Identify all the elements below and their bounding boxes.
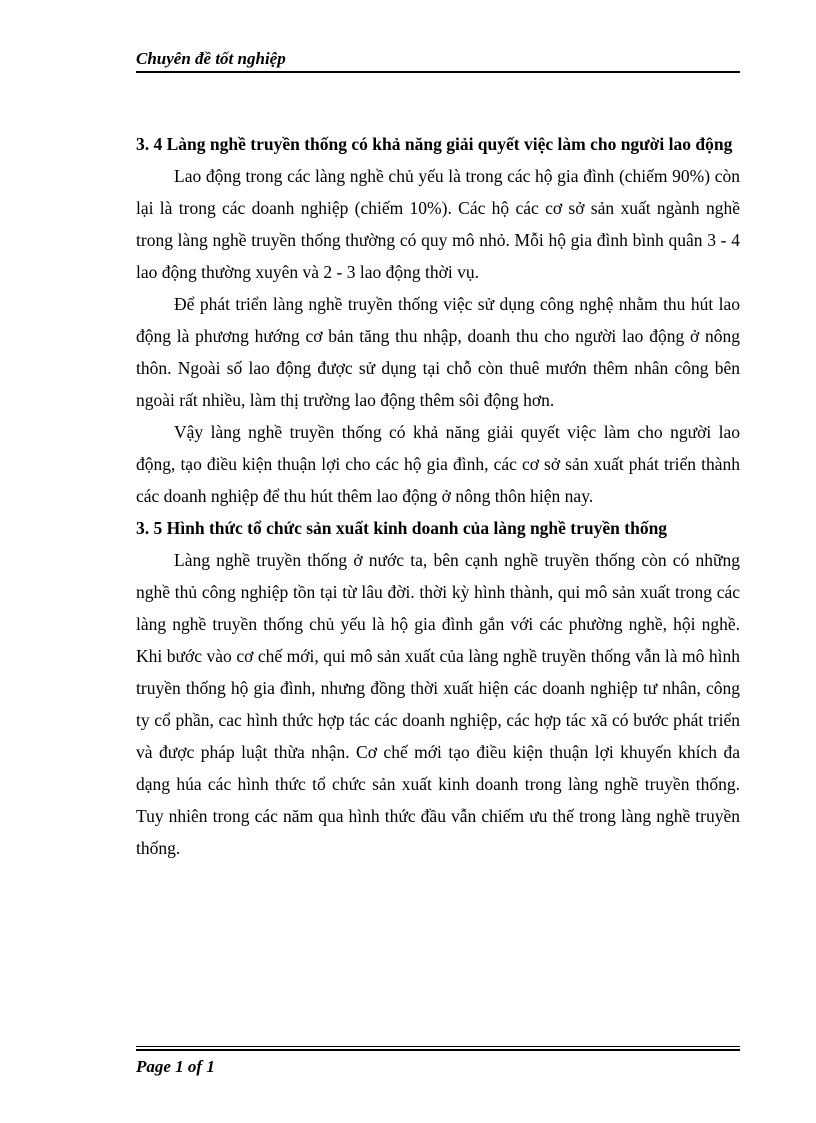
page-number: Page 1 of 1 [136, 1057, 215, 1076]
page-footer [136, 1046, 740, 1079]
paragraph: Vậy làng nghề truyền thống có khả năng giải quyết việc làm cho người lao động, tạo điều kiện thuận lợi cho các hộ gia đình, các cơ sở sản xuất phát triển thành các doanh nghiệp để thu hút thêm lao động ở nông thôn hiện nay. [136, 422, 740, 506]
document-body [136, 128, 740, 864]
header-title: Chuyên đề tốt nghiệp [136, 49, 286, 68]
footer-divider-thick [136, 1049, 740, 1051]
paragraph: Để phát triển làng nghề truyền thống việc sử dụng công nghệ nhằm thu hút lao động là phương hướng cơ bản tăng thu nhập, doanh thu cho người lao động ở nông thôn. Ngoài số lao động được sử dụng tại chỗ còn thuê mướn thêm nhân công bên ngoài rất nhiều, làm thị trường lao động thêm sôi động hơn. [136, 294, 740, 410]
section-heading-3-5: 3. 5 Hình thức tổ chức sản xuất kinh doanh của làng nghề truyền thống [136, 518, 668, 538]
paragraph: Lao động trong các làng nghề chủ yếu là trong các hộ gia đình (chiếm 90%) còn lại là trong các doanh nghiệp (chiếm 10%). Các hộ các cơ sở sản xuất ngành nghề trong làng nghề truyền thống thường có quy mô nhỏ. Mỗi hộ gia đình bình quân 3 - 4 lao động thường xuyên và 2 - 3 lao động thời vụ. [136, 166, 740, 282]
section-heading-3-4: 3. 4 Làng nghề truyền thống có khả năng giải quyết việc làm cho người lao động [136, 134, 733, 154]
paragraph: Làng nghề truyền thống ở nước ta, bên cạnh nghề truyền thống còn có những nghề thủ công nghiệp tồn tại từ lâu đời. thời kỳ hình thành, qui mô sản xuất trong các làng nghề truyền thống chủ yếu là hộ gia đình gắn với các phường nghề, hội nghề. Khi bước vào cơ chế mới, qui mô sản xuất của làng nghề truyền thống vẫn là mô hình truyền thống hộ gia đình, nhưng đồng thời xuất hiện các doanh nghiệp tư nhân, công ty cổ phần, cac hình thức hợp tác các doanh nghiệp, các hợp tác xã có bước phát triển và được pháp luật thừa nhận. Cơ chế mới tạo điều kiện thuận lợi khuyến khích đa dạng húa các hình thức tổ chức sản xuất kinh doanh trong làng nghề truyền thống. Tuy nhiên trong các năm qua hình thức đầu vẫn chiếm ưu thế trong làng nghề truyền thống. [136, 550, 740, 858]
page-header [136, 48, 740, 73]
footer-divider-thin [136, 1046, 740, 1047]
header-divider [136, 71, 740, 73]
